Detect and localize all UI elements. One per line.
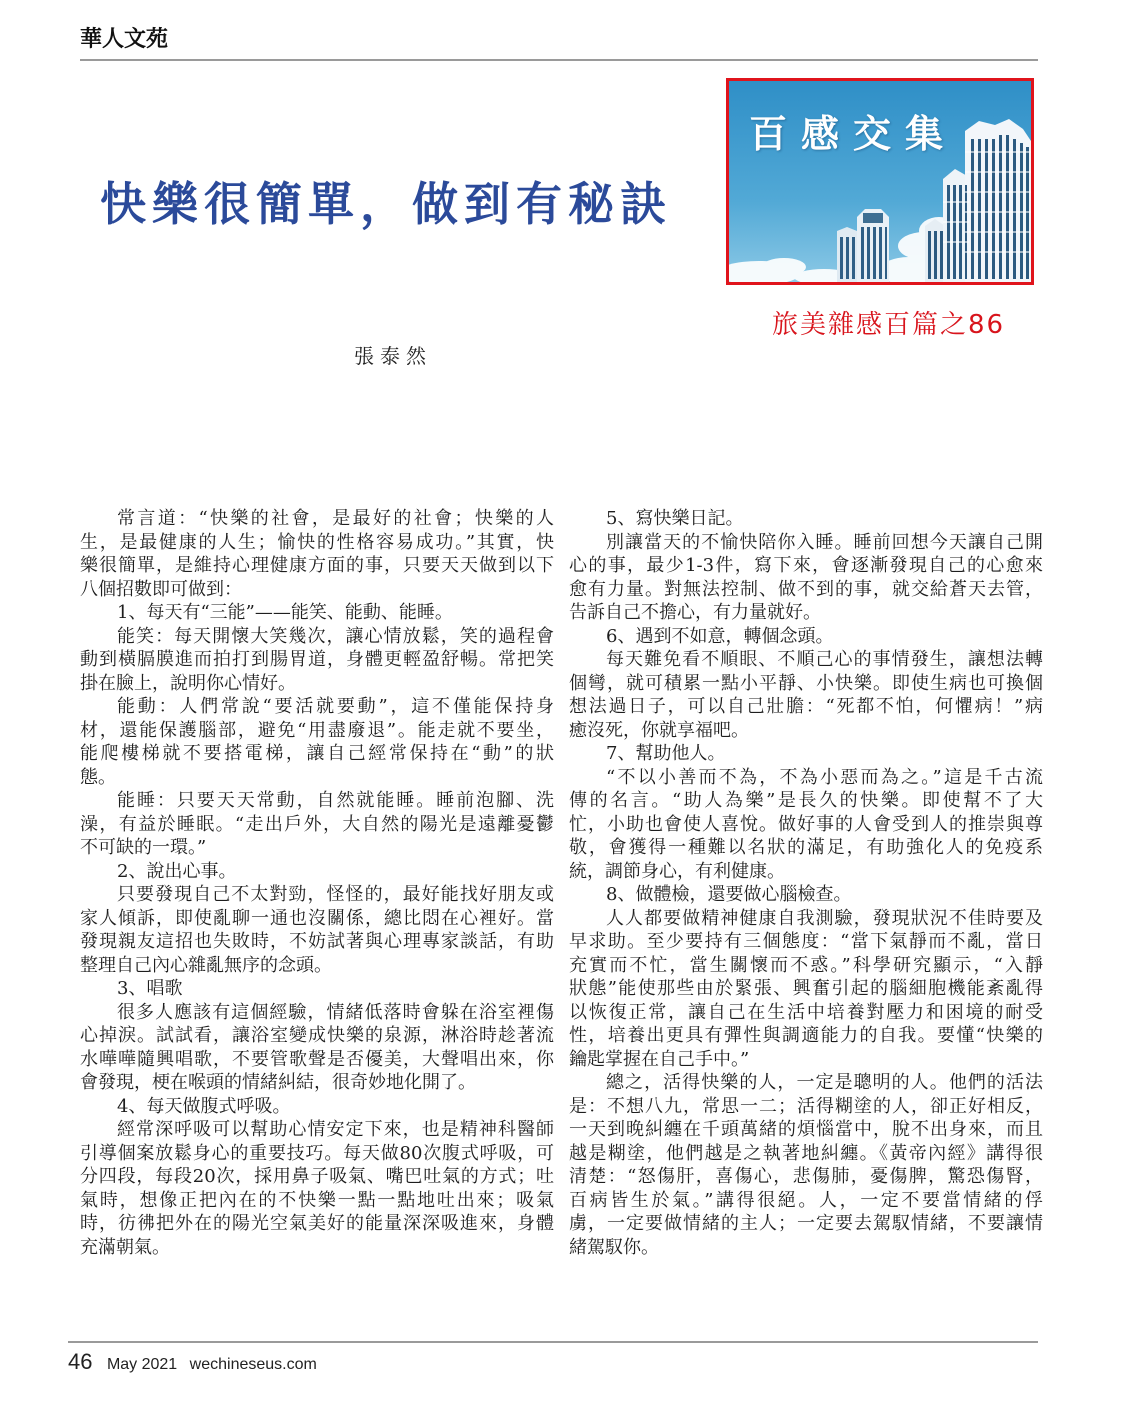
article-line: 能睡：只要天天常動，自然就能睡。睡前泡腳、洗 [117,790,554,811]
banner-title: 百感交集 [749,111,958,156]
article-line: 材，還能保護腦部，避免“用盡廢退”。能走就不要坐， [80,719,554,741]
article-line: 生，是最健康的人生；愉快的性格容易成功。”其實，快 [80,531,554,553]
article-line: 鑰匙掌握在自己手中。” [569,1048,750,1070]
section-label: 華人文苑 [80,26,169,52]
article-line: 心掉淚。試試看，讓浴室變成快樂的泉源，淋浴時趁著流 [80,1025,554,1046]
article-line: 癒沒死，你就享福吧。 [569,719,749,741]
article-line: 愈有力量。對無法控制、做不到的事，就交給蒼天去管， [569,578,1043,600]
article-line: 5、寫快樂日記。 [606,508,744,529]
website-link[interactable]: wechineseus.com [189,1356,317,1373]
bottom-divider [68,1341,1038,1343]
article-line: 2、說出心事。 [117,860,237,882]
article-line: 發現親友這招也失敗時，不妨試著與心理專家談話，有助 [80,931,554,952]
article-line: 總之，活得快樂的人，一定是聰明的人。他們的活法 [606,1072,1043,1093]
article-line: 傳的名言。“助人為樂”是長久的快樂。即使幫不了大 [569,790,1043,811]
article-line: 百病皆生於氣。”講得很絕。人，一定不要當情緒的俘 [569,1189,1043,1211]
article-line: 4、每天做腹式呼吸。 [117,1095,291,1117]
article-line: 不可缺的一環。” [80,837,207,858]
article-line: 6、遇到不如意，轉個念頭。 [606,625,834,647]
article-line: 虜，一定要做情緒的主人；一定要去駕馭情緒，不要讓情 [569,1213,1043,1234]
article-line: 統，調節身心，有利健康。 [569,860,785,882]
article-line: 充滿朝氣。 [80,1236,170,1258]
article-line: 個彎，就可積累一點小平靜、小快樂。即使生病也可換個 [569,672,1043,694]
article-line: 每天難免看不順眼、不順己心的事情發生，讓想法轉 [606,649,1043,670]
article-line: 分四段，每段20次，採用鼻子吸氣、嘴巴吐氣的方式；吐 [80,1166,554,1187]
article-line: 3、唱歌 [117,978,183,999]
article-line: 會發現，梗在喉頭的情緒糾結，很奇妙地化開了。 [80,1072,476,1093]
article-line: 引導個案放鬆身心的重要技巧。每天做80次腹式呼吸，可 [80,1142,554,1164]
article-line: 1、每天有“三能”——能笑、能動、能睡。 [117,602,453,623]
article-line: 能笑：每天開懷大笑幾次，讓心情放鬆，笑的過程會 [117,625,554,647]
article-line: 早求助。至少要持有三個態度：“當下氣靜而不亂，當日 [569,931,1043,952]
article-line: 水嘩嘩隨興唱歌，不要管歌聲是否優美，大聲唱出來，你 [80,1048,554,1070]
article-line: 只要發現自己不太對勁，怪怪的，最好能找好朋友或 [117,884,554,905]
article-line: 掛在臉上，說明你心情好。 [80,672,296,694]
article-line: 常言道：“快樂的社會，是最好的社會；快樂的人 [117,508,554,529]
article-line: 一天到晚糾纏在千頭萬緒的煩惱當中，脫不出身來，而且 [569,1119,1043,1140]
issue-date: May 2021 [106,1356,178,1373]
article-line: 性，培養出更具有彈性與調適能力的自我。要懂“快樂的 [569,1025,1043,1046]
article-line: 想法過日子，可以自己壯膽：“死都不怕，何懼病！”病 [569,696,1043,717]
article-line: 以恢復正常，讓自己在生活中培養對壓力和困境的耐受 [569,1001,1043,1023]
page-footer [68,1349,317,1375]
article-line: 樂很簡單，是維持心理健康方面的事，只要天天做到以下 [80,555,554,576]
article-line: 別讓當天的不愉快陪你入睡。睡前回想今天讓自己開 [606,531,1043,553]
article-line: 忙，小助也會使人喜悅。做好事的人會受到人的推崇與尊 [569,813,1043,835]
article-line: 7、幫助他人。 [606,743,726,764]
article-column-right [569,507,1043,1259]
series-label: 旅美雜感百篇之86 [772,310,1006,340]
article-line: 澡，有益於睡眠。“走出戶外，大自然的陽光是遠離憂鬱 [80,813,554,835]
article-line: 氣時，想像正把內在的不快樂一點一點地吐出來；吸氣 [80,1189,554,1211]
article-line: “不以小善而不為，不為小惡而為之。”這是千古流 [606,766,1043,788]
article-line: 心的事，最少1-3件，寫下來，會逐漸發現自己的心愈來 [569,555,1043,576]
article-line: 敬，會獲得一種難以名狀的滿足，有助強化人的免疫系 [569,837,1043,858]
article-author: 張泰然 [354,344,432,368]
article-column-left [80,507,554,1259]
article-line: 充實而不忙，當生關懷而不惑。”科學研究顯示，“入靜 [569,954,1043,976]
article-line: 八個招數即可做到： [80,578,242,600]
article-line: 動到橫膈膜進而拍打到腸胃道，身體更輕盈舒暢。常把笑 [80,649,554,670]
top-divider [80,59,1038,61]
page-number: 46 [68,1349,93,1374]
article-line: 很多人應該有這個經驗，情緒低落時會躲在浴室裡傷 [117,1001,554,1023]
article-line: 能爬樓梯就不要搭電梯，讓自己經常保持在“動”的狀 [80,743,554,764]
article-line: 清楚：“怒傷肝，喜傷心，悲傷肺，憂傷脾，驚恐傷腎， [569,1166,1043,1187]
article-line: 越是糊塗，他們越是之執著地糾纏。《黃帝內經》講得很 [569,1142,1043,1164]
article-line: 緒駕馭你。 [569,1236,659,1258]
article-title: 快樂很簡單，做到有秘訣 [100,177,672,231]
article-line: 經常深呼吸可以幫助心情安定下來，也是精神科醫師 [117,1119,554,1140]
article-line: 8、做體檢，還要做心腦檢查。 [606,884,852,905]
article-line: 時，彷彿把外在的陽光空氣美好的能量深深吸進來，身體 [80,1213,554,1234]
column-banner [726,78,1034,285]
article-line: 狀態”能使那些由於緊張、興奮引起的腦細胞機能紊亂得 [569,978,1043,999]
article-line: 人人都要做精神健康自我測驗，發現狀況不佳時要及 [606,907,1043,929]
article-line: 能動：人們常說“要活就要動”，這不僅能保持身 [117,696,554,717]
article-line: 是：不想八九，常思一二；活得糊塗的人，卻正好相反， [569,1095,1043,1117]
article-line: 家人傾訴，即使亂聊一通也沒關係，總比悶在心裡好。當 [80,907,554,929]
article-line: 態。 [80,766,116,788]
article-line: 告訴自己不擔心，有力量就好。 [569,602,821,623]
article-line: 整理自己內心雜亂無序的念頭。 [80,954,332,976]
